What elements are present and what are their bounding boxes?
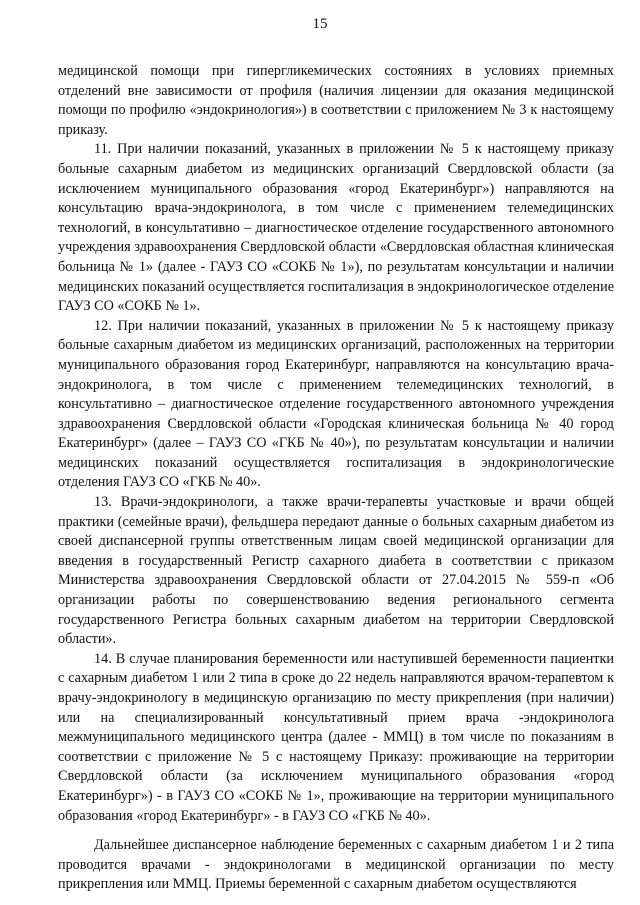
paragraph-followup: Дальнейшее диспансерное наблюдение беременных с сахарным диабетом 1 и 2 типа проводится врачами - эндокринологами в медицинской организации по месту прикрепления или ММЦ. Приемы беременной с сахарным диабетом осуществляются — [58, 837, 614, 893]
page-number: 15 — [312, 16, 328, 32]
paragraph-item-13: 13. Врачи-эндокринологи, а также врачи-терапевты участковые и врачи общей практики (семейные врачи), фельдшера передают данные о больных сахарным диабетом из своей диспансерной группы ответственным лицам своей медицинской организации для введения в государственный Регистр сахарного диабета в соответствии с приказом Министерства здравоохранения Свердловской области от 27.04.2015 № 559-п «Об организации работы по совершенствованию ведения регионального сегмента государственного Регистра больных сахарным диабетом на территории Свердловской области». — [58, 494, 614, 648]
paragraph-continuation: медицинской помощи при гипергликемических состояниях в условиях приемных отделений вне зависимости от профиля (наличия лицензии для оказания медицинской помощи по профилю «эндокринология») в соответствии с приложением № 3 к настоящему приказу. — [58, 63, 614, 138]
document-body — [58, 62, 614, 895]
paragraph-item-14: 14. В случае планирования беременности или наступившей беременности пациентки с сахарным диабетом 1 или 2 типа в сроке до 22 недель направляются врачом-терапевтом к врачу-эндокринологу в медицинскую организацию по месту прикрепления (при наличии) или на специализированный консультативный прием врача -эндокринолога межмуниципального медицинского центра (далее - ММЦ) в том числе по показаниям в соответствии с приложение № 5 с настоящему Приказу: проживающие на территории Свердловской области (за исключением муниципального образования «город Екатеринбург») - в ГАУЗ СО «СОКБ № 1», проживающие на территории муниципального образования «город Екатеринбург» - в ГАУЗ СО «ГКБ № 40». — [58, 650, 614, 824]
paragraph-item-12: 12. При наличии показаний, указанных в приложении № 5 к настоящему приказу больные сахарным диабетом из медицинских организаций, расположенных на территории муниципального образования город Екатеринбург, направляются на консультацию врача-эндокринолога, в том числе с применением телемедицинских технологий, в консультативно – диагностическое отделение государственного автономного учреждения здравоохранения Свердловской области «Городская клиническая больница № 40 город Екатеринбург» (далее – ГАУЗ СО «ГКБ № 40»), по результатам консультации и наличии медицинских показаний осуществляется госпитализация в эндокринологические отделения ГАУЗ СО «ГКБ № 40». — [58, 317, 614, 491]
paragraph-item-11: 11. При наличии показаний, указанных в приложении № 5 к настоящему приказу больные сахарным диабетом из медицинских организаций Свердловской области (за исключением муниципального образования «город Екатеринбург») направляются на консультацию врача-эндокринолога, в том числе с применением телемедицинских технологий, в консультативно – диагностическое отделение государственного автономного учреждения здравоохранения Свердловской области «Свердловская областная клиническая больница № 1» (далее - ГАУЗ СО «СОКБ № 1»), по результатам консультации и наличии медицинских показаний осуществляется госпитализация в эндокринологическое отделение ГАУЗ СО «СОКБ № 1». — [58, 141, 614, 315]
